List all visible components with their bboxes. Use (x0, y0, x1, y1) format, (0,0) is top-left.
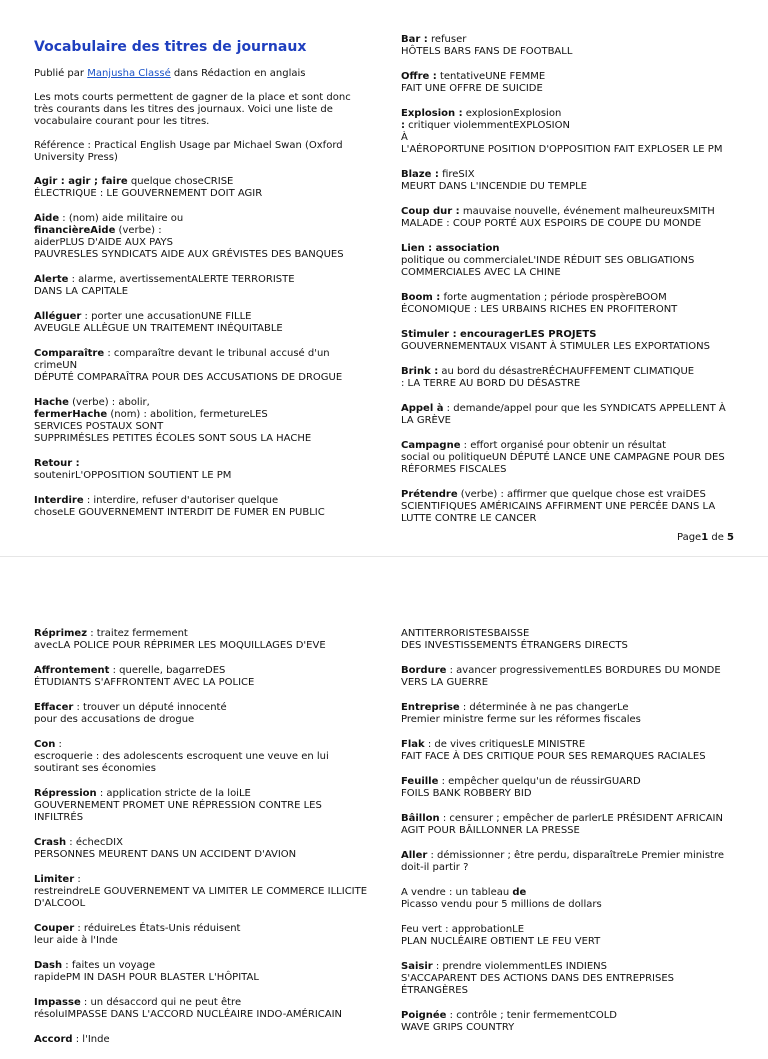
entry-term: Entreprise (401, 702, 460, 713)
entry-definition: (verbe) : affirmer que quelque chose est vraiDES SCIENTIFIQUES AMÉRICAINS AFFIRMENT UNE PERCÉE DANS LA LUTTE CONTRE LE CANCER (401, 489, 716, 524)
vocab-entry (34, 1034, 368, 1046)
entry-definition: : porter une accusationUNE FILLE AVEUGLE ALLÈGUE UN TRAITEMENT INÉQUITABLE (34, 311, 283, 334)
left-entry-list (34, 176, 368, 519)
vocab-entry (34, 397, 368, 445)
vocab-entry (34, 274, 368, 298)
vocab-entry (401, 243, 735, 279)
byline-middle: dans Rédaction (170, 68, 251, 79)
entry-definition: : trouver un député innocenté pour des accusations de drogue (34, 702, 227, 725)
entry-term: Flak (401, 739, 425, 750)
entry-definition: ANTITERRORISTESBAISSE DES INVESTISSEMENTS ÉTRANGERS DIRECTS (401, 628, 628, 651)
entry-definition: GOUVERNEMENTAUX VISANT À STIMULER LES EXPORTATIONS (401, 341, 710, 352)
entry-definition: : effort organisé pour obtenir un résultat social ou politiqueUN DÉPUTÉ LANCE UNE CAMPAGNE POUR DES RÉFORMES FISCALES (401, 440, 725, 475)
entry-term: : (401, 120, 405, 131)
entry-term: Dash (34, 960, 63, 971)
entry-term: Prétendre (401, 489, 458, 500)
vocab-entry (34, 960, 368, 984)
entry-definition: : l'Inde (72, 1034, 110, 1045)
vocab-entry (401, 489, 735, 525)
entry-term: Interdire (34, 495, 84, 506)
vocab-entry (401, 169, 735, 193)
entry-definition: forte augmentation ; période prospèreBOOM ÉCONOMIQUE : LES URBAINS RICHES EN PROFITERONT (401, 292, 678, 315)
vocab-entry (401, 665, 735, 689)
vocab-entry (401, 329, 735, 353)
entry-term: Alerte (34, 274, 69, 285)
entry-term: Bar : (401, 34, 428, 45)
entry-term: Explosion : (401, 108, 463, 119)
entry-definition: Feu vert : approbationLE PLAN NUCLÉAIRE OBTIENT LE FEU VERT (401, 924, 601, 947)
entry-definition: : faites un voyage rapidePM IN DASH POUR BLASTER L'HÔPITAL (34, 960, 259, 983)
byline-prefix: Publié par (34, 68, 88, 79)
byline (34, 68, 368, 80)
entry-definition: : restreindreLE GOUVERNEMENT VA LIMITER LE COMMERCE ILLICITE D'ALCOOL (34, 874, 368, 909)
vocab-entry (401, 1010, 735, 1034)
entry-term: Boom : (401, 292, 441, 303)
entry-definition: au bord du désastreRÉCHAUFFEMENT CLIMATIQUE : LA TERRE AU BORD DU DÉSASTRE (401, 366, 695, 389)
entry-definition: : réduireLes États-Unis réduisent leur aide à l'Inde (34, 923, 241, 946)
entry-term: fermerHache (34, 409, 108, 420)
vocab-entry (401, 776, 735, 800)
vocab-entry (401, 440, 735, 476)
vocab-entry (34, 495, 368, 519)
entry-term: Crash (34, 837, 67, 848)
vocab-entry (34, 739, 368, 775)
vocab-entry (401, 887, 735, 911)
entry-definition: (verbe) : abolir, (72, 397, 150, 408)
vocab-entry (401, 71, 735, 95)
vocab-entry (401, 108, 735, 156)
entry-definition: critiquer violemmentEXPLOSION À L'AÉROPORTUNE POSITION D'OPPOSITION FAIT EXPLOSER LE PM (401, 120, 723, 155)
page-title: Vocabulaire des titres de journaux (34, 39, 307, 55)
reference-paragraph: Référence : Practical English Usage par Michael Swan (Oxford University Press) (34, 140, 343, 163)
entry-term: Répression (34, 788, 97, 799)
entry-term: Accord (34, 1034, 73, 1045)
entry-term: Retour : (34, 458, 80, 469)
vocab-entry (401, 702, 735, 726)
entry-definition: fireSIX MEURT DANS L'INCENDIE DU TEMPLE (401, 169, 587, 192)
entry-term: Bordure (401, 665, 447, 676)
entry-definition: : de vives critiquesLE MINISTRE FAIT FACE À DES CRITIQUE POUR SES REMARQUES RACIALES (401, 739, 706, 762)
entry-term: financièreAide (34, 225, 116, 236)
entry-definition: : traitez fermement avecLA POLICE POUR RÉPRIMER LES MOQUILLAGES D'EVE (34, 628, 326, 651)
entry-definition: tentativeUNE FEMME FAIT UNE OFFRE DE SUICIDE (401, 71, 546, 94)
entry-term: Saisir (401, 961, 433, 972)
vocab-entry (401, 850, 735, 874)
page-of: de (708, 532, 728, 543)
entry-definition: : interdire, refuser d'autoriser quelque choseLE GOUVERNEMENT INTERDIT DE FUMER EN PUBLIC (34, 495, 325, 518)
document-page-2 (0, 556, 768, 1045)
entry-definition: quelque choseCRISE ÉLECTRIQUE : LE GOUVERNEMENT DOIT AGIR (34, 176, 263, 199)
entry-definition: Picasso vendu pour 5 millions de dollars (401, 899, 602, 910)
vocab-entry (34, 628, 368, 652)
entry-definition: : demande/appel pour que les SYNDICATS APPELLENT À LA GRÈVE (401, 403, 726, 426)
vocab-entry (34, 213, 368, 261)
vocab-entry (401, 739, 735, 763)
intro-paragraph: Les mots courts permettent de gagner de la place et sont donc très courants dans les titres des journaux. Voici une liste de vocabulaire courant pour les titres. (34, 92, 351, 127)
vocab-entry (401, 206, 735, 230)
entry-definition: : querelle, bagarreDES ÉTUDIANTS S'AFFRONTENT AVEC LA POLICE (34, 665, 255, 688)
entry-definition: : contrôle ; tenir fermementCOLD WAVE GRIPS COUNTRY (401, 1010, 617, 1033)
entry-term: Couper (34, 923, 75, 934)
entry-term: Campagne (401, 440, 461, 451)
page-number (677, 532, 734, 543)
entry-term: Impasse (34, 997, 81, 1008)
entry-definition: politique ou commercialeL'INDE RÉDUIT SES OBLIGATIONS COMMERCIALES AVEC LA CHINE (401, 255, 695, 278)
vocab-entry (34, 923, 368, 947)
page-prefix: Page (676, 532, 702, 543)
entry-term: Alléguer (34, 311, 82, 322)
vocab-entry (34, 874, 368, 910)
page2-right-column (401, 628, 735, 1047)
entry-definition: : (nom) aide militaire ou (62, 213, 184, 224)
entry-definition: soutenirL'OPPOSITION SOUTIENT LE PM (34, 470, 232, 481)
vocab-entry (34, 702, 368, 726)
entry-definition: : censurer ; empêcher de parlerLE PRÉSIDENT AFRICAIN AGIT POUR BÂILLONNER LA PRESSE (401, 813, 723, 836)
entry-term: Bâillon (401, 813, 440, 824)
entry-definition: : avancer progressivementLES BORDURES DU MONDE VERS LA GUERRE (401, 665, 721, 688)
entry-term: Stimuler : encouragerLES PROJETS (401, 329, 597, 340)
vocab-entry (401, 34, 735, 58)
entry-term: Affrontement (34, 665, 110, 676)
entry-term: Comparaître (34, 348, 105, 359)
vocab-entry (401, 366, 735, 390)
entry-term: Con (34, 739, 56, 750)
entry-term: Brink : (401, 366, 439, 377)
entry-term: Agir : agir ; faire (34, 176, 128, 187)
vocab-entry (401, 292, 735, 316)
entry-definition: (nom) : abolition, fermetureLES SERVICES POSTAUX SONT SUPPRIMÉSLES PETITES ÉCOLES SONT SOUS LA HACHE (34, 409, 312, 444)
entry-term: Feuille (401, 776, 439, 787)
right-column (401, 34, 735, 538)
entry-term: de (512, 887, 527, 898)
page-current: 1 (701, 532, 709, 543)
entry-term: Coup dur : (401, 206, 460, 217)
vocab-entry (34, 458, 368, 482)
entry-definition: : empêcher quelqu'un de réussirGUARD FOILS BANK ROBBERY BID (401, 776, 641, 799)
entry-definition: : prendre violemmentLES INDIENS S'ACCAPARENT DES ACTIONS DANS DES ENTREPRISES ÉTRANGÈRES (401, 961, 674, 996)
entry-definition: : escroquerie : des adolescents escroquent une veuve en lui soutirant ses économies (34, 739, 329, 774)
vocab-entry (34, 348, 368, 384)
entry-definition: : démissionner ; être perdu, disparaîtreLe Premier ministre doit-il partir ? (401, 850, 725, 873)
entry-definition: : un désaccord qui ne peut être résoluIMPASSE DANS L'ACCORD NUCLÉAIRE INDO-AMÉRICAIN (34, 997, 343, 1020)
vocab-entry (34, 788, 368, 824)
vocab-entry (401, 403, 735, 427)
entry-definition: : comparaître devant le tribunal accusé d'un crimeUN DÉPUTÉ COMPARAÎTRA POUR DES ACCUSATIONS DE DROGUE (34, 348, 343, 383)
entry-definition: A vendre : un tableau (401, 887, 513, 898)
entry-term: Poignée (401, 1010, 447, 1021)
vocab-entry (34, 311, 368, 335)
entry-definition: : alarme, avertissementALERTE TERRORISTE DANS LA CAPITALE (34, 274, 295, 297)
vocab-entry (34, 837, 368, 861)
entry-definition: refuser HÔTELS BARS FANS DE FOOTBALL (401, 34, 573, 57)
entry-definition: : déterminée à ne pas changerLe Premier ministre ferme sur les réformes fiscales (401, 702, 641, 725)
entry-term: Réprimez (34, 628, 88, 639)
entry-definition: : application stricte de la loiLE GOUVERNEMENT PROMET UNE RÉPRESSION CONTRE LES INFILTRÉS (34, 788, 322, 823)
entry-term: Aide (34, 213, 60, 224)
entry-term: Blaze : (401, 169, 439, 180)
entry-term: Hache (34, 397, 69, 408)
entry-definition: : échecDIX PERSONNES MEURENT DANS UN ACCIDENT D'AVION (34, 837, 297, 860)
entry-term: Appel à (401, 403, 444, 414)
author-link[interactable]: Manjusha Classé (87, 68, 171, 79)
vocab-entry (401, 924, 735, 948)
vocab-entry (401, 813, 735, 837)
vocab-entry (34, 997, 368, 1021)
byline-language: en anglais (250, 68, 306, 79)
right-entry-list (401, 34, 735, 525)
entry-term: Lien : association (401, 243, 500, 254)
vocab-entry (34, 176, 368, 200)
page-total: 5 (727, 532, 734, 543)
entry-term: Effacer (34, 702, 74, 713)
vocab-entry (401, 961, 735, 997)
vocab-entry (401, 628, 735, 652)
entry-definition: mauvaise nouvelle, événement malheureuxSMITH MALADE : COUP PORTÉ AUX ESPOIRS DE COUPE DU MONDE (401, 206, 715, 229)
entry-definition: (verbe) : aiderPLUS D'AIDE AUX PAYS PAUVRESLES SYNDICATS AIDE AUX GRÉVISTES DES BANQUES (34, 225, 344, 260)
left-column (34, 34, 368, 532)
entry-definition: explosionExplosion (465, 108, 562, 119)
page2-left-column (34, 628, 368, 1059)
entry-term: Offre : (401, 71, 437, 82)
vocab-entry (34, 665, 368, 689)
entry-term: Limiter (34, 874, 75, 885)
entry-term: Aller (401, 850, 428, 861)
